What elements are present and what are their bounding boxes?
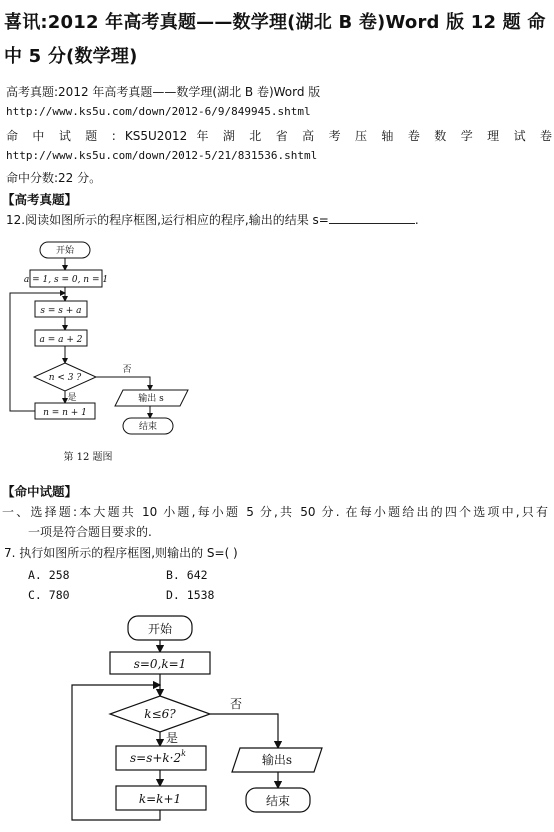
hit-line: 命 中 试 题 : KS5U2012 年 湖 北 省 高 考 压 轴 卷 数 学 理 试 卷 xyxy=(6,129,552,143)
flow7-yes: 是 xyxy=(165,731,179,745)
flow7-inc: k=k+1 xyxy=(138,792,182,806)
flow7-assign: s=s+k·2 xyxy=(129,751,182,765)
flow12-yes: 是 xyxy=(67,393,77,403)
flow12-no: 否 xyxy=(122,365,132,375)
part1-line2: 一项是符合题目要求的. xyxy=(28,525,152,539)
page-title: 喜讯:2012 年高考真题——数学理(湖北 B 卷)Word 版 12 题 命中 5 分(数学理) xyxy=(4,12,546,67)
section-hit-heading: 【命中试题】 xyxy=(2,484,78,499)
flow7-start: 开始 xyxy=(147,622,173,636)
source-url[interactable]: http://www.ks5u.com/down/2012-6/9/849945.shtml xyxy=(6,105,311,118)
flow12-cond: n < 3 ? xyxy=(48,373,82,383)
flow12-inc: n = n + 1 xyxy=(43,408,87,418)
flow7-no: 否 xyxy=(229,697,243,711)
answer-blank xyxy=(329,211,415,224)
flow12-start: 开始 xyxy=(55,246,75,256)
question-7-text: 7. 执行如图所示的程序框图,则输出的 S=( ) xyxy=(4,546,238,560)
flow7-end: 结束 xyxy=(265,794,291,808)
flow12-step2: a = a + 2 xyxy=(39,335,83,345)
flow7-cond: k≤6? xyxy=(144,707,176,721)
option-b: B. 642 xyxy=(166,568,208,582)
question-12-text: 12.阅读如图所示的程序框图,运行相应的程序,输出的结果 s= xyxy=(6,213,329,227)
flow7-assign-text xyxy=(130,749,186,765)
flow7-assign-sup: k xyxy=(181,749,187,758)
flowchart-q7 xyxy=(0,612,360,832)
figure-12-caption: 第 12 题图 xyxy=(63,452,113,463)
question-12-period: . xyxy=(414,213,419,227)
flow7-init: s=0,k=1 xyxy=(133,657,187,671)
flow7-output: 输出s xyxy=(261,753,293,767)
source-line: 高考真题:2012 年高考真题——数学理(湖北 B 卷)Word 版 xyxy=(6,85,321,99)
flow12-end: 结束 xyxy=(138,422,158,432)
flow12-step1: s = s + a xyxy=(40,306,82,316)
hit-url[interactable]: http://www.ks5u.com/down/2012-5/21/831536.shtml xyxy=(6,149,318,162)
question-12 xyxy=(6,211,419,228)
section-exam-heading: 【高考真题】 xyxy=(2,192,78,207)
option-c: C. 780 xyxy=(28,588,70,602)
flow12-output: 输出 s xyxy=(138,394,164,404)
flowchart-q12 xyxy=(0,238,220,470)
flow12-init: a = 1, s = 0, n = 1 xyxy=(23,275,109,285)
option-a: A. 258 xyxy=(28,568,70,582)
option-d: D. 1538 xyxy=(166,588,215,602)
score-line: 命中分数:22 分。 xyxy=(6,171,102,185)
part1-line1: 一、选择题:本大题共 10 小题,每小题 5 分,共 50 分. 在每小题给出的四个选项中,只有 xyxy=(2,505,548,519)
